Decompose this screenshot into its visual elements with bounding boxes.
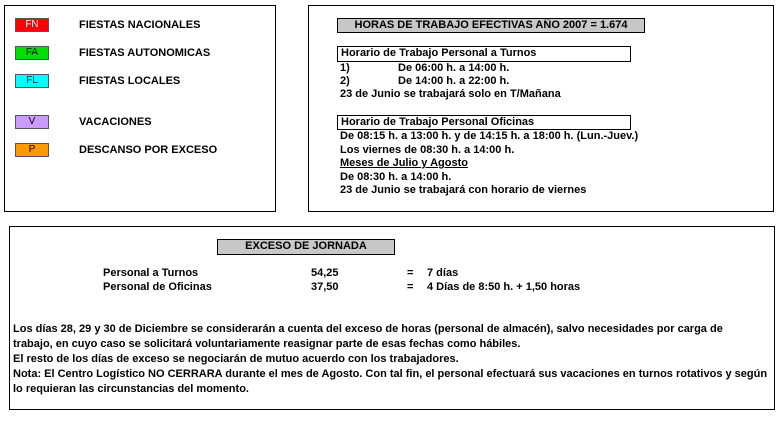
legend-swatch-fa: FA [15, 46, 49, 60]
excess-row-label: Personal a Turnos [103, 267, 199, 279]
excess-paragraph-line: Los días 28, 29 y 30 de Diciembre se considerarán a cuenta del exceso de horas (personal de almacén), salvo necesidades por carga de [13, 323, 723, 335]
excess-row-value: 37,50 [311, 281, 339, 293]
office-hours-friday: Los viernes de 08:30 h. a 14:00 h. [340, 144, 515, 156]
office-june-note: 23 de Junio se trabajará con horario de viernes [340, 184, 587, 196]
shift-2-number: 2) [340, 75, 350, 87]
excess-row-value: 54,25 [311, 267, 339, 279]
summer-heading: Meses de Julio y Agosto [340, 157, 468, 169]
excess-row-label: Personal de Oficinas [103, 281, 212, 293]
shift-2-hours: De 14:00 h. a 22:00 h. [398, 75, 510, 87]
excess-row-equals: = [407, 281, 414, 293]
shift-schedule-heading: Horario de Trabajo Personal a Turnos [337, 46, 631, 62]
excess-paragraph-line: El resto de los días de exceso se negociarán de mutuo acuerdo con los trabajadores. [13, 353, 459, 365]
excess-row-equals: = [407, 267, 414, 279]
legend-label-fn: FIESTAS NACIONALES [79, 19, 201, 31]
shift-1-number: 1) [340, 62, 350, 74]
office-schedule-heading: Horario de Trabajo Personal Oficinas [337, 115, 631, 130]
legend-swatch-p: P [15, 143, 49, 157]
legend-label-p: DESCANSO POR EXCESO [79, 144, 218, 156]
excess-paragraph-line: Nota: El Centro Logístico NO CERRARA durante el mes de Agosto. Con tal fin, el personal efectuará sus vacaciones en turnos rotativos y según [13, 368, 768, 380]
excess-paragraph-line: lo requieran las circunstancias del momento. [13, 383, 249, 395]
legend-swatch-v: V [15, 115, 49, 129]
working-hours-panel [308, 5, 774, 212]
excess-paragraph-line: trabajo, en cuyo caso se solicitará voluntariamente reasignar parte de esas fechas como hábiles. [13, 338, 521, 350]
office-hours-mon-thu: De 08:15 h. a 13:00 h. y de 14:15 h. a 18:00 h. (Lun.-Juev.) [340, 130, 639, 142]
legend-swatch-fl: FL [15, 74, 49, 88]
summer-hours: De 08:30 h. a 14:00 h. [340, 171, 452, 183]
working-hours-title: HORAS DE TRABAJO EFECTIVAS AÑO 2007 = 1.674 [337, 18, 645, 33]
legend-label-fl: FIESTAS LOCALES [79, 75, 181, 87]
legend-label-v: VACACIONES [79, 116, 152, 128]
excess-row-result: 4 Días de 8:50 h. + 1,50 horas [427, 281, 581, 293]
excess-row-result: 7 días [427, 267, 459, 279]
shift-1-hours: De 06:00 h. a 14:00 h. [398, 62, 510, 74]
excess-title: EXCESO DE JORNADA [217, 239, 395, 255]
legend-swatch-fn: FN [15, 18, 49, 32]
shift-june-note: 23 de Junio se trabajará solo en T/Mañana [340, 88, 561, 100]
legend-panel [4, 5, 276, 212]
legend-label-fa: FIESTAS AUTONOMICAS [79, 47, 211, 59]
